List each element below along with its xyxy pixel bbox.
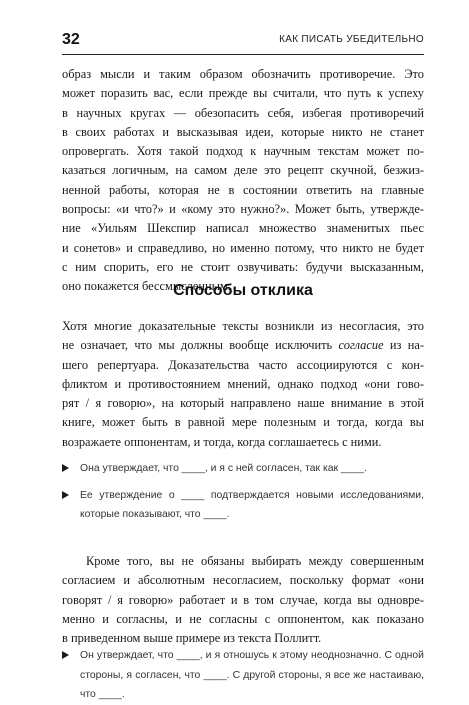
text-line: возражаете оппонентам, и тогда, когда соглашаетесь с ними. xyxy=(62,434,382,449)
text-line: Хотя многие доказательные тексты возникли из несогласия, это xyxy=(62,319,424,333)
template-list xyxy=(62,459,424,525)
text-line: может поразить вас, если прежде вы считали, что путь к успеху xyxy=(62,86,424,101)
template-line: что ____. xyxy=(80,689,125,700)
template-line: Ее утверждение о ____ подтверждается новыми исследованиями, xyxy=(80,489,424,501)
template-text xyxy=(80,486,424,525)
template-line: стороны, я согласен, что ____. С другой стороны, я все же настаиваю, xyxy=(80,669,424,681)
section-heading: Способы отклика xyxy=(173,282,313,299)
text-line: в своих работах и высказывая идеи, которые никто не станет xyxy=(62,124,424,139)
text-line: говорят / я говорю» работает и в том случае, когда вы одновре- xyxy=(62,592,424,607)
text-line: согласием и абсолютным несогласием, поскольку формат «они xyxy=(62,573,424,588)
text-line: книге, может быть в равной мере полезным и тогда, когда вы xyxy=(62,415,424,430)
emphasis-term: согласие xyxy=(338,338,384,353)
page-header xyxy=(62,30,424,55)
paragraph-intro xyxy=(62,317,424,452)
template-text xyxy=(80,459,424,479)
text-line: шего репертуара. Доказательства часто ассоциируются с кон- xyxy=(62,357,424,372)
running-title: КАК ПИСАТЬ УБЕДИТЕЛЬНО xyxy=(279,34,424,45)
triangle-bullet-icon xyxy=(62,491,69,499)
text-run: не означает, что мы должны вообще исключить xyxy=(62,338,339,353)
template-item xyxy=(62,646,424,705)
template-line: которые показывают, что ____. xyxy=(80,509,230,520)
text-line: Кроме того, вы не обязаны выбирать между совершенным xyxy=(86,554,424,568)
text-line xyxy=(62,336,424,355)
triangle-bullet-icon xyxy=(62,464,69,472)
paragraph-continuation xyxy=(62,65,424,297)
template-item xyxy=(62,486,424,525)
paragraph-mixed xyxy=(62,552,424,648)
text-line: вопросы: «и что?» и «кому это нужно?». Может быть, утвержде- xyxy=(62,202,424,217)
template-item xyxy=(62,459,424,479)
template-line: Она утверждает, что ____, и я с ней согласен, так как ____. xyxy=(80,463,367,474)
template-line: Он утверждает, что ____, и я отношусь к этому неоднозначно. С одной xyxy=(80,650,424,661)
text-line: с ним спорить, его не стоит озвучивать: будучи высказанным, xyxy=(62,259,424,274)
template-text xyxy=(80,646,424,705)
text-line: в приведенном выше примере из текста Поллитт. xyxy=(62,631,322,646)
text-line: опровергать. Хотя такой подход к научным текстам может по- xyxy=(62,144,424,159)
text-line: образ мысли и таким образом обозначить противоречие. Это xyxy=(62,67,424,81)
text-line: казаться логичным, на самом деле это рецепт скучной, безжиз- xyxy=(62,163,424,178)
text-line: и сонетов» и справедливо, но именно потому, что никто не будет xyxy=(62,240,424,255)
text-run: из на- xyxy=(383,338,425,353)
triangle-bullet-icon xyxy=(62,651,69,659)
page-number: 32 xyxy=(62,31,80,48)
template-list xyxy=(62,646,424,705)
text-line: менно и согласны, и не согласны с оппонентом, как показано xyxy=(62,611,424,626)
text-line: в научных кругах — обезопасить себя, избегая противоречий xyxy=(62,105,424,120)
text-line: рят / я говорю», на который направлено наше внимание в этой xyxy=(62,396,424,411)
text-line: ненной работы, которая не в состоянии ответить на главные xyxy=(62,182,424,197)
text-line: оно покажется бессмысленным. xyxy=(62,279,231,294)
text-line: фликтом и противостоянием мнений, однако подход «они гово- xyxy=(62,376,424,391)
text-line: ние «Уильям Шекспир написал множество знаменитых пьес xyxy=(62,221,424,236)
